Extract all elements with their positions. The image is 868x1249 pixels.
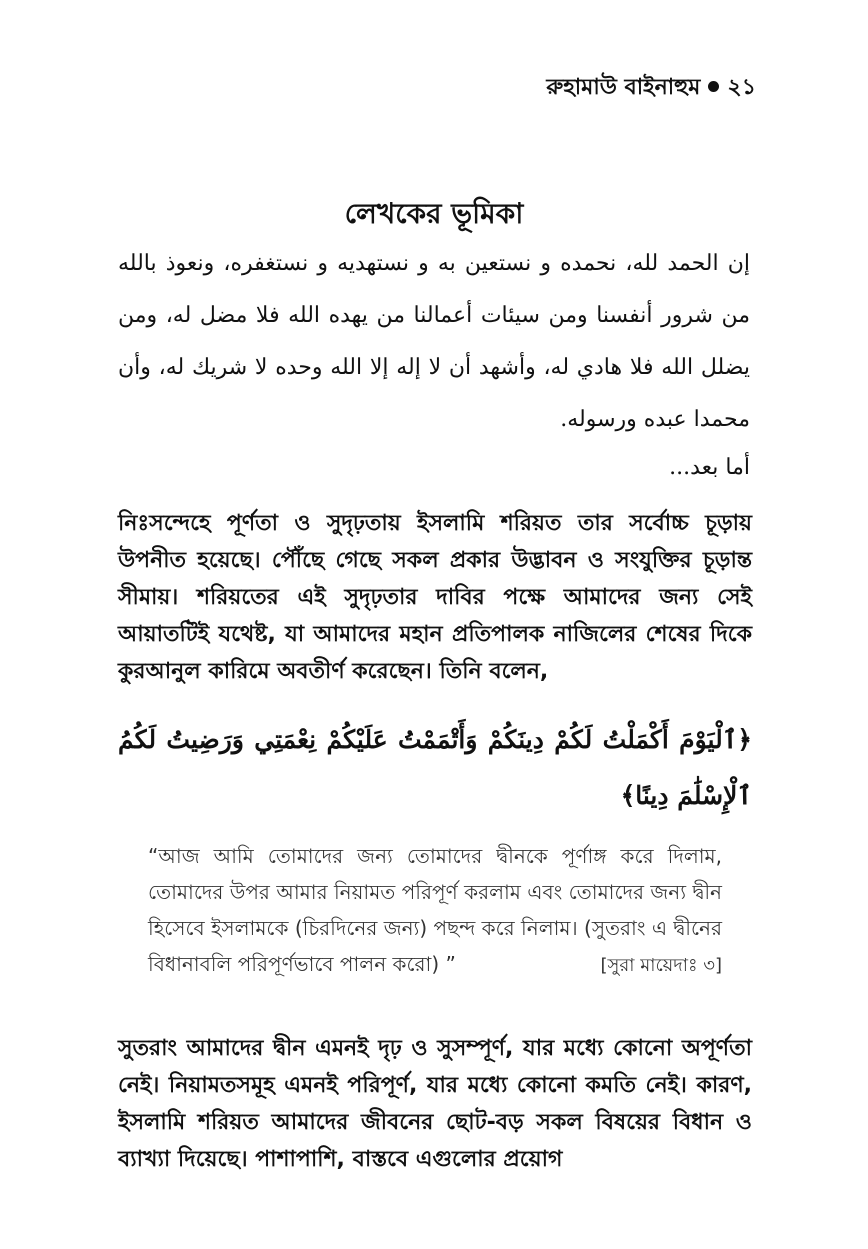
chapter-title: লেখকের ভূমিকা — [344, 197, 524, 230]
quran-verse: ﴿ٱلْيَوْمَ أَكْمَلْتُ لَكُمْ دِينَكُمْ وَأَتْمَمْتُ عَلَيْكُمْ نِعْمَتِي وَرَضِيتُ لَكُمُ ٱلْإِسْلَٰمَ دِينًا﴾ — [118, 725, 752, 810]
bullet-dot — [708, 81, 719, 92]
verse-translation — [148, 838, 722, 984]
running-header — [546, 70, 756, 107]
running-title: রুহামাউ বাইনাহুম — [546, 75, 701, 100]
body-paragraph-2: সুতরাং আমাদের দ্বীন এমনই দৃঢ় ও সুসম্পূর্ণ, যার মধ্যে কোনো অপূর্ণতা নেই। নিয়ামতসমূহ এমনই পরিপূর্ণ, যার মধ্যে কোনো কমতি নেই। কারণ, ইসলামি শরিয়ত আমাদের জীবনের ছোট-বড় সকল বিষয়ের বিধান ও ব্যাখ্যা দিয়েছে। পাশাপাশি, বাস্তবে এগুলোর প্রয়োগ — [118, 1036, 752, 1172]
verse-reference: [সুরা মায়েদাঃ ৩] — [600, 955, 722, 976]
body-paragraph-1: নিঃসন্দেহে পূর্ণতা ও সুদৃঢ়তায় ইসলামি শরিয়ত তার সর্বোচ্চ চূড়ায় উপনীত হয়েছে। পৌঁছে গেছে সকল প্রকার উদ্ভাবন ও সংযুক্তির চূড়ান্ত সীমায়। শরিয়তের এই সুদৃঢ়তার দাবির পক্ষে আমাদের জন্য সেই আয়াতটিই যথেষ্ট, যা আমাদের মহান প্রতিপালক নাজিলের শেষের দিকে কুরআনুল কারিমে অবতীর্ণ করেছেন। তিনি বলেন, — [118, 511, 752, 684]
amma-bad-text: أما بعد... — [669, 455, 750, 480]
page-number: ২১ — [727, 75, 756, 100]
arabic-invocation: إن الحمد لله، نحمده و نستعين به و نستهديه و نستغفره، ونعوذ بالله من شرور أنفسنا ومن سيئات أعمالنا من يهده الله فلا مضل له، ومن يضلل الله فلا هادي له، وأشهد أن لا إله إلا الله وحده لا شريك له، وأن محمدا عبده ورسوله. — [118, 251, 750, 432]
translation-text: “আজ আমি তোমাদের জন্য তোমাদের দ্বীনকে পূর্ণাঙ্গ করে দিলাম, তোমাদের উপর আমার নিয়ামত পরিপূর্ণ করলাম এবং তোমাদের জন্য দ্বীন হিসেবে ইসলামকে (চিরদিনের জন্য) পছন্দ করে নিলাম। (সুতরাং এ দ্বীনের বিধানাবলি পরিপূর্ণভাবে পালন করো) ” — [148, 844, 722, 976]
